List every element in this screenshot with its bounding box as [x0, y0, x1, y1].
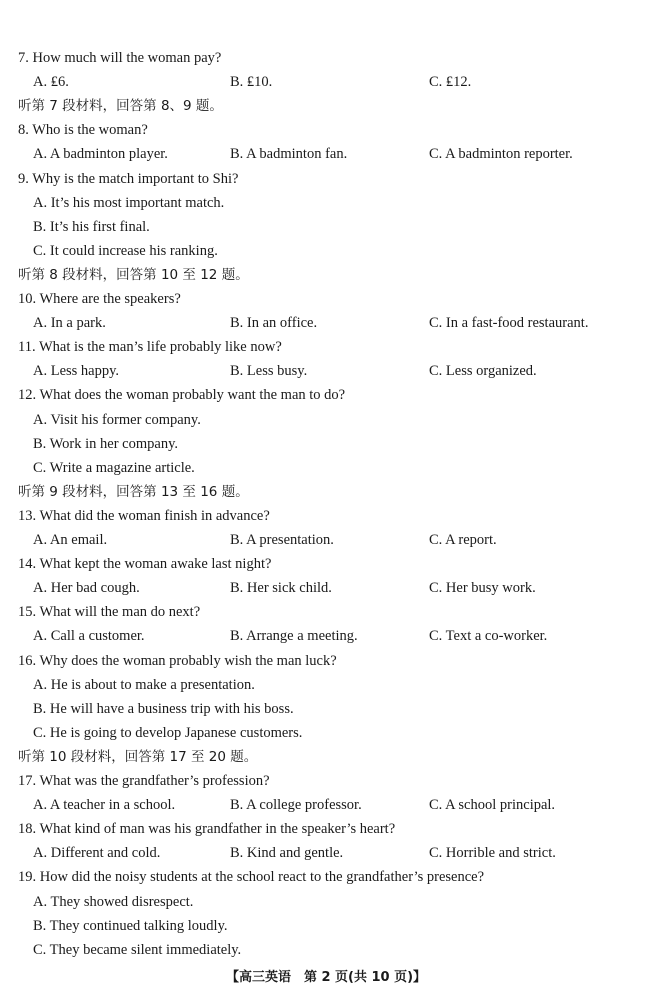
question-text: 8. Who is the woman?	[18, 122, 148, 139]
option-b: B. Less busy.	[230, 363, 308, 380]
option-a: A. Her bad cough.	[33, 580, 140, 597]
option-row	[0, 577, 652, 599]
question-text: 13. What did the woman finish in advance?	[18, 507, 270, 524]
option-a: A. Different and cold.	[33, 845, 161, 862]
option-line: B. Work in her company.	[33, 435, 179, 452]
option-c: C. A school principal.	[429, 797, 556, 814]
option-b: B. A presentation.	[230, 532, 334, 548]
question-text: 10. Where are the speakers?	[18, 291, 181, 307]
option-line: B. It’s his first final.	[33, 218, 150, 235]
option-b: B. A badminton fan.	[230, 146, 348, 163]
page-footer: 【高三英语 第 2 页(共 10 页)】	[225, 970, 427, 985]
option-c: C. A badminton reporter.	[429, 146, 573, 163]
option-line: A. Visit his former company.	[33, 411, 201, 428]
question-text: 9. Why is the match important to Shi?	[18, 170, 239, 187]
section-instruction: 听第 9 段材料，回答第 13 至 16 题。	[18, 483, 249, 500]
option-a: A. In a park.	[33, 315, 106, 332]
option-a: A. A teacher in a school.	[33, 797, 176, 814]
question-text: 11. What is the man’s life probably like now?	[18, 339, 282, 356]
option-c: C. In a fast-food restaurant.	[429, 315, 589, 332]
option-row	[0, 312, 652, 334]
option-line: B. They continued talking loudly.	[33, 917, 228, 934]
question-text: 15. What will the man do next?	[18, 604, 201, 621]
section-instruction: 听第 10 段材料，回答第 17 至 20 题。	[18, 748, 258, 765]
option-b: B. In an office.	[230, 315, 318, 332]
option-row	[0, 625, 652, 647]
option-a: A. ₤6.	[33, 74, 69, 91]
option-c: C. ₤12.	[429, 74, 472, 91]
option-a: A. An email.	[33, 532, 108, 548]
option-c: C. Her busy work.	[429, 580, 536, 597]
section-instruction: 听第 8 段材料，回答第 10 至 12 题。	[18, 266, 249, 283]
option-row	[0, 529, 652, 551]
question-text: 19. How did the noisy students at the school react to the grandfather’s presence?	[18, 869, 485, 886]
option-line: C. They became silent immediately.	[33, 941, 242, 958]
option-c: C. A report.	[429, 532, 497, 548]
question-text: 18. What kind of man was his grandfather in the speaker’s heart?	[18, 821, 396, 838]
option-c: C. Less organized.	[429, 363, 537, 380]
option-line: A. He is about to make a presentation.	[33, 676, 255, 693]
option-row	[0, 71, 652, 93]
option-b: B. Kind and gentle.	[230, 845, 344, 862]
option-b: B. Arrange a meeting.	[230, 628, 358, 645]
option-line: C. It could increase his ranking.	[33, 242, 218, 259]
option-line: A. They showed disrespect.	[33, 893, 194, 910]
option-a: A. Call a customer.	[33, 628, 145, 645]
option-b: B. Her sick child.	[230, 580, 332, 597]
option-row	[0, 842, 652, 864]
question-text: 17. What was the grandfather’s profession?	[18, 773, 270, 789]
question-text: 12. What does the woman probably want the man to do?	[18, 387, 346, 404]
question-text: 14. What kept the woman awake last night?	[18, 556, 272, 573]
option-b: B. A college professor.	[230, 797, 362, 814]
question-text: 16. Why does the woman probably wish the man luck?	[18, 652, 337, 669]
question-text: 7. How much will the woman pay?	[18, 50, 222, 66]
option-line: B. He will have a business trip with his boss.	[33, 700, 294, 717]
option-line: C. He is going to develop Japanese customers.	[33, 724, 303, 741]
option-c: C. Horrible and strict.	[429, 845, 556, 862]
option-a: A. Less happy.	[33, 363, 120, 380]
section-instruction: 听第 7 段材料，回答第 8、9 题。	[18, 98, 223, 115]
option-a: A. A badminton player.	[33, 146, 168, 163]
option-b: B. ₤10.	[230, 74, 273, 91]
option-row	[0, 143, 652, 165]
option-line: A. It’s his most important match.	[33, 194, 225, 211]
option-row	[0, 794, 652, 816]
option-row	[0, 360, 652, 382]
option-c: C. Text a co-worker.	[429, 628, 548, 645]
option-line: C. Write a magazine article.	[33, 459, 195, 476]
